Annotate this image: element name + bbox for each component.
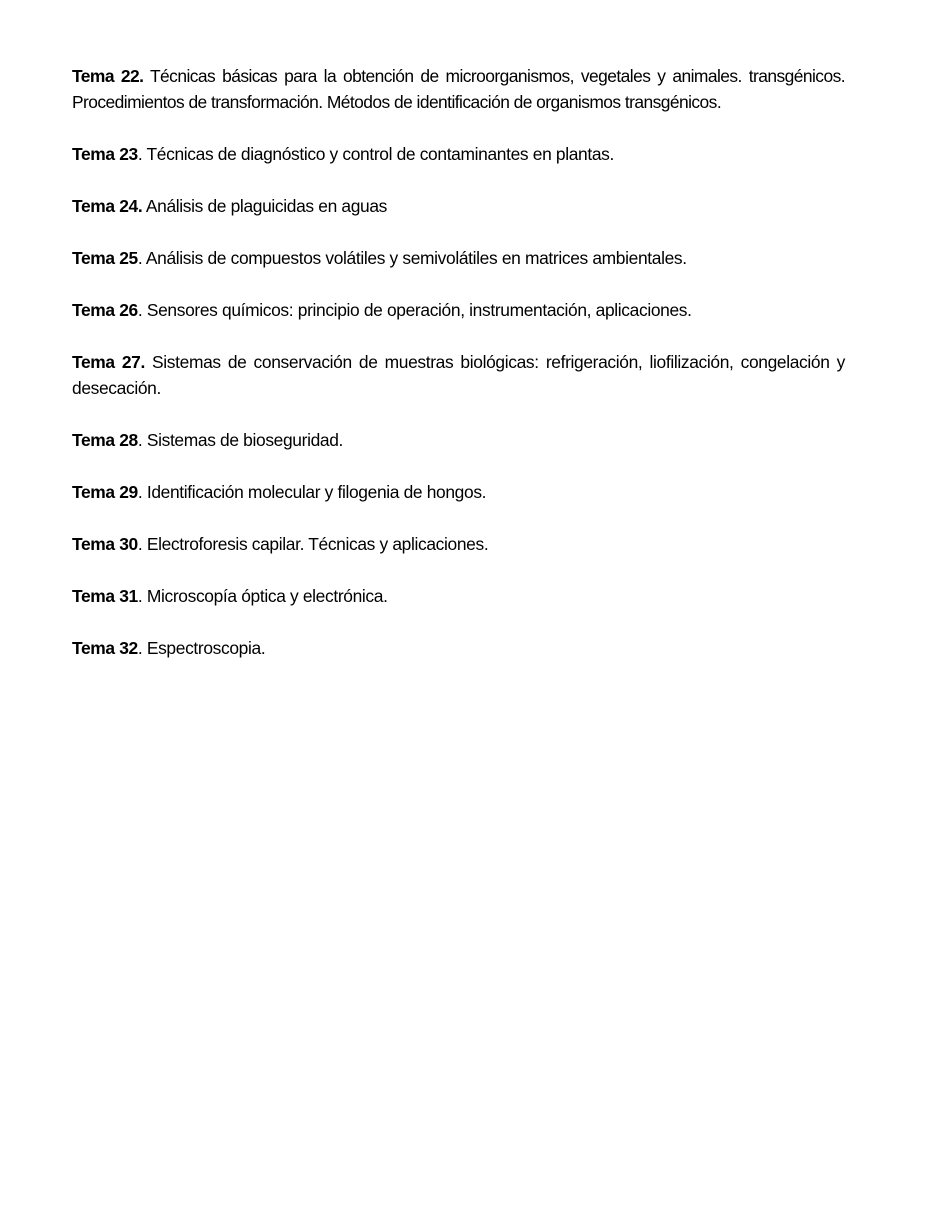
topic-separator: .: [137, 638, 143, 658]
topic-text: Análisis de compuestos volátiles y semivolátiles en matrices ambientales.: [142, 248, 687, 268]
topic-label: Tema 22.: [72, 66, 144, 86]
topic-text: Espectroscopia.: [142, 638, 266, 658]
topic-23: [72, 141, 845, 167]
topic-24: [72, 193, 845, 219]
topic-label: Tema 31: [72, 586, 138, 606]
topic-22: [72, 63, 845, 115]
topic-text: Técnicas de diagnóstico y control de contaminantes en plantas.: [142, 144, 614, 164]
topic-label: Tema 27.: [72, 352, 145, 372]
topic-31: [72, 583, 845, 609]
document-page: [72, 63, 845, 687]
topic-29: [72, 479, 845, 505]
topic-text: Análisis de plaguicidas en aguas: [142, 196, 388, 216]
topic-text: Identificación molecular y filogenia de hongos.: [142, 482, 487, 502]
topic-25: [72, 245, 845, 271]
topic-label: Tema 29: [72, 482, 138, 502]
topic-label: Tema 26: [72, 300, 138, 320]
topic-label: Tema 23: [72, 144, 138, 164]
topic-separator: .: [137, 300, 143, 320]
topic-27: [72, 349, 845, 401]
topic-separator: .: [137, 248, 143, 268]
topic-text: Técnicas básicas para la obtención de microorganismos, vegetales y animales. transgénicos. Procedimientos de transformación. Métodos de identificación de organismos transgénicos.: [72, 66, 846, 112]
topic-separator: .: [137, 144, 143, 164]
topic-28: [72, 427, 845, 453]
topic-30: [72, 531, 845, 557]
topic-label: Tema 32: [72, 638, 138, 658]
topic-separator: .: [137, 534, 143, 554]
topic-text: Sensores químicos: principio de operación, instrumentación, aplicaciones.: [142, 300, 692, 320]
topic-text: Electroforesis capilar. Técnicas y aplicaciones.: [142, 534, 489, 554]
topic-text: Sistemas de bioseguridad.: [142, 430, 344, 450]
topic-label: Tema 30: [72, 534, 138, 554]
topic-label: Tema 25: [72, 248, 138, 268]
topic-text: Microscopía óptica y electrónica.: [142, 586, 388, 606]
topic-label: Tema 28: [72, 430, 138, 450]
topic-label: Tema 24.: [72, 196, 143, 216]
topic-separator: .: [137, 586, 143, 606]
topic-26: [72, 297, 845, 323]
topic-separator: .: [137, 482, 143, 502]
topic-32: [72, 635, 845, 661]
topic-text: Sistemas de conservación de muestras biológicas: refrigeración, liofilización, congelación y desecación.: [72, 352, 845, 398]
topic-separator: .: [137, 430, 143, 450]
